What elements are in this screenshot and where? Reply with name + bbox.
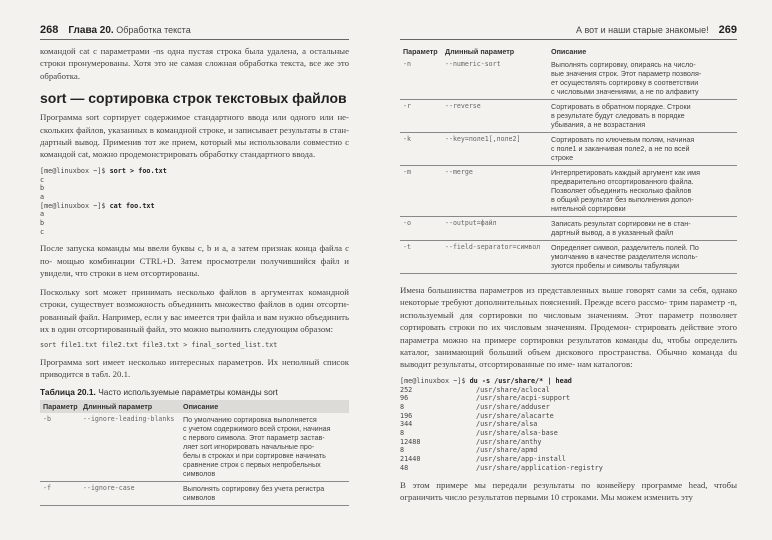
option-description <box>548 100 737 133</box>
text-line: Поскольку sort может принимать несколько файлов в аргументах командной <box>40 286 349 297</box>
text-line: дартный вывод. Применив тот же прием, который мы использовали совместно <box>40 137 343 148</box>
desc-line: По умолчанию сортировка выполняется <box>183 414 317 424</box>
option-short: -m <box>400 166 442 217</box>
du-path: /usr/share/apmd <box>476 446 538 455</box>
text-line: Программа sort сортирует содержимое стандартного ввода или одного или не- <box>40 112 349 123</box>
du-path: /usr/share/alacarte <box>476 411 554 420</box>
option-long: --ignore-case <box>80 481 180 505</box>
table-caption-label: Таблица 20.1. <box>40 386 96 397</box>
du-size: 96 <box>400 394 409 403</box>
code-line: [me@linuxbox ~]$ cat foo.txt <box>40 201 155 210</box>
text-line: строки, существует возможность объединить множество файлов в один отсорти- <box>40 299 349 310</box>
du-size: 252 <box>400 385 413 394</box>
right-page <box>400 24 737 509</box>
option-description <box>548 133 737 166</box>
desc-line: Позволяет объединить несколько файлов <box>551 186 692 195</box>
desc-line: Записать результат сортировки не в стан- <box>551 219 691 228</box>
text-line: рованный файл. Например, если у вас имеется три файла и вам нужно объединить <box>40 311 349 322</box>
table-row <box>400 166 737 217</box>
du-output-row <box>400 438 737 447</box>
du-path: /usr/share/aclocal <box>476 385 550 394</box>
option-long: --reverse <box>442 100 548 133</box>
desc-line: убывания, а не возрастания <box>551 120 646 129</box>
desc-line: символов <box>183 492 216 502</box>
desc-line: с поле1 и заканчивая поле2, а не по всей <box>551 144 690 153</box>
option-short: -f <box>40 481 80 505</box>
col-header: Параметр <box>40 400 80 413</box>
options-table-left <box>40 400 349 506</box>
text-line: После запуска команды мы ввели буквы c, b и a, а затем признак конца файла с по- <box>40 243 349 266</box>
text-line: пространства. Обычно команда du выводит результаты, отсортированные по име- <box>400 347 738 370</box>
page-number-right: 269 <box>718 24 737 36</box>
text-line: их в один отсортированный файл, это можно выполнить следующим образом: <box>40 323 334 334</box>
section-heading: sort — сортировка строк текстовых файлов <box>40 90 347 107</box>
page-number-left: 268 <box>40 24 59 36</box>
text-line: трим параметр -n, используемый для сортировки по числовым значениям. Этот <box>400 297 737 320</box>
text-line: обработка. <box>40 70 81 81</box>
text-line: с командой cat, можно продемонстрировать обработку стандартного ввода. <box>40 137 349 160</box>
du-size: 8 <box>400 446 405 455</box>
code-line: sort file1.txt file2.txt file3.txt > final_sorted_list.txt <box>40 341 278 350</box>
option-description <box>548 217 737 241</box>
option-long: --field-separator=символ <box>442 241 548 274</box>
du-path: /usr/share/app-install <box>476 455 567 464</box>
desc-line: строке <box>551 153 574 162</box>
du-size: 8 <box>400 402 405 411</box>
desc-line: нительной сортировки <box>551 204 626 213</box>
code-line: b <box>40 184 45 193</box>
table-row <box>40 413 349 482</box>
left-para-5 <box>40 356 349 381</box>
code-block-du <box>400 377 737 473</box>
table-row <box>40 481 349 505</box>
code-line: [me@linuxbox ~]$ du -s /usr/share/* | head <box>400 376 572 385</box>
table-caption <box>40 387 349 397</box>
option-short: -t <box>400 241 442 274</box>
option-short: -o <box>400 217 442 241</box>
option-short: -b <box>40 413 80 482</box>
desc-line: Выполнять сортировку без учета регистра <box>183 483 325 493</box>
du-output-row <box>400 394 737 403</box>
table-caption-text: Часто используемые параметры команды sort <box>98 386 278 397</box>
desc-line: зуются пробелы и символы табуляции <box>551 261 680 270</box>
du-output-row <box>400 403 737 412</box>
option-long: --ignore-leading-blanks <box>80 413 180 482</box>
desc-line: дартный вывод, а в указанный файл <box>551 228 674 237</box>
desc-line: символов <box>183 468 216 478</box>
du-path: /usr/share/application-registry <box>476 463 603 472</box>
code-line: a <box>40 210 45 219</box>
text-line: однако некоторые требуют дополнительных пояснений. Прежде всего рассмо- <box>400 285 737 308</box>
code-line: a <box>40 192 45 201</box>
du-size: 196 <box>400 411 413 420</box>
text-line: В этом примере мы передали результаты по конвейеру программе head, чтобы <box>400 479 737 490</box>
option-description <box>180 481 349 505</box>
right-para-1 <box>400 284 737 371</box>
desc-line: умолчанию в качестве разделителя исполь- <box>551 252 698 261</box>
running-header-right <box>400 24 737 40</box>
text-line: ограничить число результатов первыми 10 строками. Мы можем изменить эту <box>400 491 693 502</box>
code-sort-files <box>40 341 349 350</box>
du-size: 8 <box>400 429 405 438</box>
header-title-right: А вот и наши старые знакомые! <box>575 25 709 35</box>
du-output-row <box>400 455 737 464</box>
du-path: /usr/share/alsa-base <box>476 429 558 438</box>
left-para-1 <box>40 45 349 82</box>
du-output-row <box>400 464 737 473</box>
option-short: -n <box>400 58 442 100</box>
desc-line: с учетом содержимого всей строки, начиная <box>183 423 331 433</box>
option-description <box>548 241 737 274</box>
text-line: Программа sort имеет несколько интересных параметров. Их неполный список <box>40 357 349 368</box>
option-description <box>548 166 737 217</box>
header-chapter: Глава 20. <box>68 25 114 36</box>
du-size: 344 <box>400 420 413 429</box>
du-size: 21440 <box>400 455 421 464</box>
desc-line: вые значения строк. Этот параметр позволя- <box>551 69 702 78</box>
option-long: --merge <box>442 166 548 217</box>
header-title: Обработка текста <box>116 25 191 35</box>
option-description <box>548 58 737 100</box>
text-line: командой cat с параметрами -ns одна пустая строка была удалена, а остальные <box>40 46 349 56</box>
table-row <box>400 217 737 241</box>
desc-line: с первого символа. Этот параметр застав- <box>183 432 325 442</box>
desc-line: предварительно отсортированного файла. <box>551 177 694 186</box>
left-para-3 <box>40 242 349 279</box>
text-line: строки пронумерованы. Хотя это не самая сложная обработка текста, все же это <box>40 58 349 69</box>
option-description <box>180 413 349 482</box>
code-line: c <box>40 227 45 236</box>
du-path: /usr/share/anthy <box>476 437 542 446</box>
left-para-4 <box>40 286 349 336</box>
du-output-row <box>400 446 737 455</box>
desc-line: Интерпретировать каждый аргумент как имя <box>551 168 700 177</box>
text-line: команды du, чтобы определить каталог, занимающий больший объем дискового <box>400 334 737 358</box>
text-line: нам каталогов: <box>577 359 633 370</box>
du-path: /usr/share/adduser <box>476 402 550 411</box>
option-long: --output=файл <box>442 217 548 241</box>
left-para-2 <box>40 111 349 161</box>
table-row <box>400 133 737 166</box>
running-header-left <box>40 24 349 40</box>
header-chapter-line <box>68 25 190 36</box>
text-line: мощью комбинации CTRL+D. Затем просмотрели получившийся файл и увидели, <box>40 255 349 279</box>
table-row <box>400 241 737 274</box>
options-table-right <box>400 45 737 274</box>
option-long: --numeric-sort <box>442 58 548 100</box>
du-path: /usr/share/alsa <box>476 420 538 429</box>
desc-line: Сортировать в обратном порядке. Строки <box>551 102 691 111</box>
right-para-2 <box>400 479 737 504</box>
left-page <box>40 24 349 506</box>
code-block-sort <box>40 167 349 237</box>
text-line: приводится в табл. 20.1. <box>40 369 131 380</box>
col-header: Длинный параметр <box>80 400 180 413</box>
code-line: b <box>40 219 45 228</box>
du-path: /usr/share/acpi-support <box>476 394 571 403</box>
desc-line: ет осуществлять сортировку в соответствии <box>551 78 699 87</box>
col-header: Длинный параметр <box>445 47 515 56</box>
du-output-row <box>400 420 737 429</box>
desc-line: сравнение строк с первых непробельных <box>183 459 321 469</box>
col-header: Описание <box>180 400 349 413</box>
desc-line: ляет sort игнорировать начальные про- <box>183 441 315 451</box>
desc-line: Определяет символ, разделитель полей. По <box>551 243 699 252</box>
table-row <box>400 58 737 100</box>
du-output-row <box>400 412 737 421</box>
text-line: что строки в нем отсортированы. <box>75 268 200 279</box>
desc-line: белы в строках и при сортировке начинать <box>183 450 326 460</box>
text-line: параметр позволяет сортировать строки по их числовым значениям. Продемон- <box>400 309 738 333</box>
du-size: 12488 <box>400 437 421 446</box>
text-line: Имена большинства параметров из представленных выше говорят сами за себя, <box>400 285 709 295</box>
code-line: c <box>40 175 45 184</box>
code-line: [me@linuxbox ~]$ sort > foo.txt <box>40 166 167 175</box>
text-line: стрировать действие этого параметра можно на примере сортировки результатов <box>400 322 737 345</box>
option-short: -k <box>400 133 442 166</box>
desc-line: Выполнять сортировку, опираясь на число- <box>551 60 696 69</box>
col-header: Параметр <box>403 47 438 56</box>
desc-line: Сортировать по ключевым полям, начиная <box>551 135 695 144</box>
option-long: --key=поле1[,поле2] <box>442 133 548 166</box>
desc-line: с числовыми значениями, а не по алфавиту <box>551 87 699 96</box>
desc-line: в результате будут следовать в порядке <box>551 111 685 120</box>
option-short: -r <box>400 100 442 133</box>
du-size: 48 <box>400 463 409 472</box>
table-row <box>400 100 737 133</box>
du-output-row <box>400 429 737 438</box>
du-output-row <box>400 386 737 395</box>
text-line: скольких файлов, указанных в командной строке, и записывает результаты в стан- <box>40 124 349 135</box>
desc-line: в общий результат без выполнения допол- <box>551 195 694 204</box>
col-header: Описание <box>551 47 587 56</box>
